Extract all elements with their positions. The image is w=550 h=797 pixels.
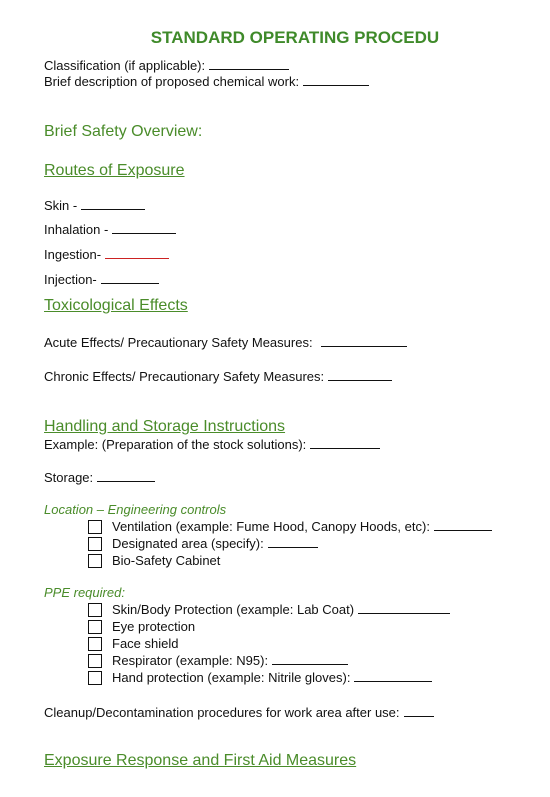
ppe-heading: PPE required: [44,585,125,600]
stock-solutions-blank[interactable] [310,437,380,449]
brief-safety-heading: Brief Safety Overview: [44,123,203,140]
skin-label: Skin - [44,198,78,213]
storage-label: Storage: [44,470,94,485]
injection-label: Injection- [44,272,97,287]
tox-heading: Toxicological Effects [44,297,188,314]
ppe-item [88,653,348,669]
classification-field [44,58,289,74]
chronic-effects-blank[interactable] [328,369,392,381]
ppe-item [88,636,178,652]
respirator-label: Respirator (example: N95): [112,653,269,668]
ingestion-field [44,247,169,263]
inhalation-field [44,222,176,238]
routes-heading: Routes of Exposure [44,162,185,179]
exposure-heading: Exposure Response and First Aid Measures [44,752,357,769]
face-shield-label: Face shield [112,636,179,651]
ventilation-checkbox[interactable] [88,520,102,534]
ppe-item [88,602,450,618]
hand-protection-label: Hand protection (example: Nitrile gloves): [112,670,351,685]
storage-field [44,470,155,486]
injection-blank[interactable] [101,272,159,284]
skin-field [44,198,145,214]
respirator-blank[interactable] [272,653,348,665]
skin-body-blank[interactable] [358,602,450,614]
skin-body-label: Skin/Body Protection (example: Lab Coat) [112,602,355,617]
handling-heading: Handling and Storage Instructions [44,418,286,435]
inhalation-label: Inhalation - [44,222,109,237]
hand-protection-blank[interactable] [354,670,432,682]
chronic-effects-field [44,369,392,385]
ventilation-blank[interactable] [434,519,492,531]
brief-description-field [44,74,369,90]
skin-body-checkbox[interactable] [88,603,102,617]
cleanup-blank[interactable] [404,705,434,717]
designated-area-blank[interactable] [268,536,318,548]
ppe-item [88,670,432,686]
storage-blank[interactable] [97,470,155,482]
designated-area-checkbox[interactable] [88,537,102,551]
brief-description-blank[interactable] [303,74,369,86]
document-title: STANDARD OPERATING PROCEDU [150,28,440,47]
inhalation-blank[interactable] [112,222,176,234]
cleanup-field [44,705,434,721]
stock-solutions-label: Example: (Preparation of the stock solutions): [44,437,307,452]
ppe-item [88,619,195,635]
face-shield-checkbox[interactable] [88,637,102,651]
location-item [88,536,318,552]
bio-safety-label: Bio-Safety Cabinet [112,553,221,568]
bio-safety-checkbox[interactable] [88,554,102,568]
acute-effects-field [44,335,407,351]
acute-effects-blank[interactable] [321,335,407,347]
ingestion-label: Ingestion- [44,247,102,262]
designated-area-label: Designated area (specify): [112,536,264,551]
chronic-effects-label: Chronic Effects/ Precautionary Safety Measures: [44,369,325,384]
classification-blank[interactable] [209,58,289,70]
cleanup-label: Cleanup/Decontamination procedures for work area after use: [44,705,400,720]
brief-description-label: Brief description of proposed chemical work: [44,74,300,89]
injection-field [44,272,159,288]
ventilation-label: Ventilation (example: Fume Hood, Canopy Hoods, etc): [112,519,430,534]
eye-protection-checkbox[interactable] [88,620,102,634]
stock-solutions-field [44,437,380,453]
eye-protection-label: Eye protection [112,619,196,634]
ingestion-blank[interactable] [105,247,169,259]
location-item [88,553,220,569]
acute-effects-label: Acute Effects/ Precautionary Safety Measures: [44,335,313,350]
location-item [88,519,492,535]
respirator-checkbox[interactable] [88,654,102,668]
classification-label: Classification (if applicable): [44,58,206,73]
hand-protection-checkbox[interactable] [88,671,102,685]
location-heading: Location – Engineering controls [44,502,227,517]
skin-blank[interactable] [81,198,145,210]
